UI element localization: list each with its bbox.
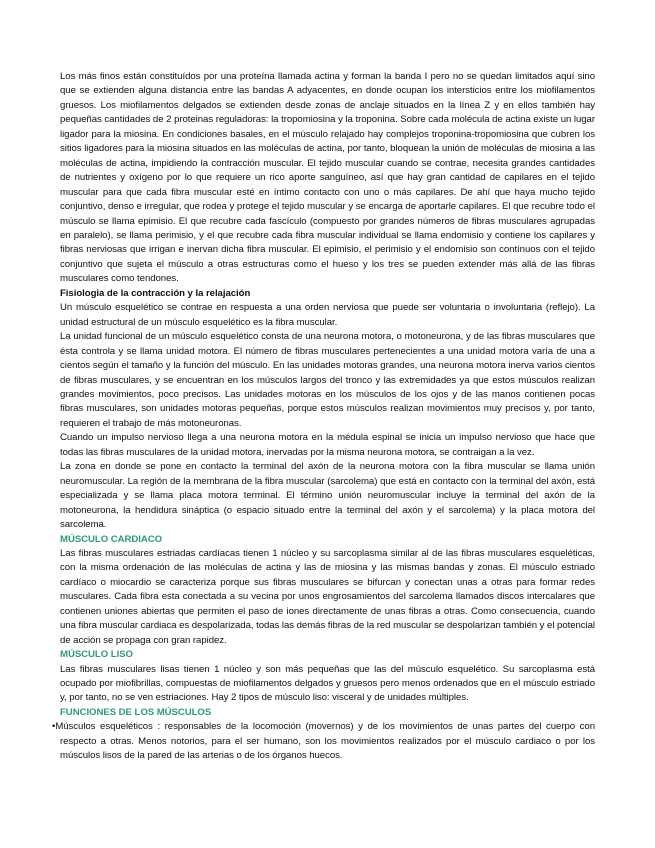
paragraph: Cuando un impulso nervioso llega a una neurona motora en la médula espinal se inicia un impulso nervioso que hace que todas las fibras musculares de la unidad motora, inervadas por la misma neurona motora, se contraigan a la vez.	[60, 432, 595, 458]
paragraph: La zona en donde se pone en contacto la terminal del axón de la neurona motora con la fibra muscular se llama unión neuromuscular. La región de la membrana de la fibra muscular (sarcolema) que está en contacto con la terminal del axón, está especializada y se llama placa motora terminal. El término unión neuromuscular incluye la terminal del axón de la motoneurona, la hendidura sináptica (o espacio situado entre la terminal del axón y el sarcolema) y la placa motora del sarcolema.	[60, 461, 595, 531]
document-content	[52, 70, 595, 764]
section-heading: MÚSCULO LISO	[60, 649, 133, 661]
paragraph: Los más finos están constituídos por una proteína llamada actina y forman la banda I pero no se quedan limitados aquí sino que se extienden alguna distancia entre las bandas A adyacentes, en donde ocupan los intersticios entre los miofilamentos gruesos. Los miofilamentos delgados se extienden desde zonas de anclaje situados en la línea Z y en ellos también hay pequeñas cantidades de 2 proteinas reguladoras: la tropomiosina y la troponina. Sobre cada molécula de actina existe un lugar ligador para la miosina. En condiciones basales, en el músculo relajado hay complejos troponina-tropomiosina que cubren los sitios ligadores para la miosina situados en las moléculas de actina, por tanto, bloquean la unión de moléculas de miosina a las moléculas de actina, impidiendo la contracción muscular. El tejido muscular cuando se contrae, necesita grandes cantidades de nutrientes y oxígeno por lo que requiere un rico aporte sanguíneo, así que hay gran cantidad de capilares en el tejido muscular para que cada fibra muscular esté en íntimo contacto con uno o más capilares. De ahí que haya mucho tejido conjuntivo, denso e irregular, que rodea y protege el tejido muscular y se encarga de aportarle capilares. El que recubre todo el músculo se llama epimisio. El que recubre cada fascículo (compuesto por grandes números de fibras musculares agrupadas en paralelo), se llama perimisio, y el que recubre cada fibra muscular individual se llama endomisio y contiene los capilares y fibras nerviosas que irrigan e inervan dicha fibra muscular. El epimisio, el perimisio y el endomisio son contínuos con el tejido conjuntivo que sujeta el músculo a otras estructuras como el hueso y los tres se pueden extender más allá de las fibras musculares como tendones.	[60, 71, 595, 285]
paragraph: Un músculo esquelético se contrae en respuesta a una orden nerviosa que puede ser voluntaria o involuntaria (reflejo). La unidad estructural de un músculo esquelético es la fibra muscular.	[60, 302, 595, 328]
bullet-item	[52, 720, 595, 763]
paragraph: Las fibras musculares lisas tienen 1 núcleo y son más pequeñas que las del músculo esquelético. Su sarcoplasma está ocupado por miofibrillas, compuestas de miofilamentos delgados y gruesos pero menos ordenados que en el músculo estriado y, por tanto, no se ven estriaciones. Hay 2 tipos de músculo liso: visceral y de unidades múltiples.	[60, 663, 595, 704]
section-heading: MÚSCULO CARDIACO	[60, 533, 163, 545]
paragraph: Las fibras musculares estriadas cardíacas tienen 1 núcleo y su sarcoplasma similar al de las fibras musculares esqueléticas, con la misma ordenación de las moléculas de actina y las de miosina y las mismas bandas y zonas. El músculo estriado cardíaco o miocardio se caracteriza porque sus fibras musculares se bifurcan y conectan unas a otras para formar redes musculares. Cada fibra esta conectada a su vecina por unos engrosamientos del sarcolema llamados discos intercalares que contienen uniones abiertas que permiten el paso de iones directamente de unas fibras a otras. Como consecuencia, cuando una fibra muscular cardiaca es despolarizada, todas las demás fibras de la red muscular se despolarizan también y el potencial de acción se propaga con gran rapidez.	[60, 547, 595, 646]
bullet-icon: •	[52, 721, 56, 733]
paragraph: La unidad funcional de un músculo esquelético consta de una neurona motora, o motoneurona, y de las fibras musculares que ésta controla y se llama unidad motora. El número de fibras musculares pertenecientes a una unidad motora varía de una a cientos según el tamaño y la función del músculo. En las unidades motoras grandes, una neurona motora inerva varios cientos de fibras musculares, y se encuentran en los músculos largos del tronco y las extremidades ya que estos músculos realizan grandes movimientos, poco precisos. Las unidades motoras en los músculos de los ojos y de las manos contienen pocas fibras musculares, son unidades motoras pequeñas, porque estos músculos realizan movimientos muy precisos y, por tanto, requieren el trabajo de más motoneuronas.	[60, 331, 595, 429]
section-heading: FUNCIONES DE LOS MÚSCULOS	[60, 706, 212, 718]
bullet-text: Músculos esqueléticos : responsables de la locomoción (movernos) y de los movimientos de unas partes del cuerpo con respecto a otras. Menos notorios, para el ser humano, son los movimientos realizados por el músculo cardiaco o por los músculos lisos de la pared de las arterias o de los órganos huecos.	[55, 721, 595, 762]
section-heading: Fisiologia de la contracción y la relajación	[60, 287, 251, 299]
